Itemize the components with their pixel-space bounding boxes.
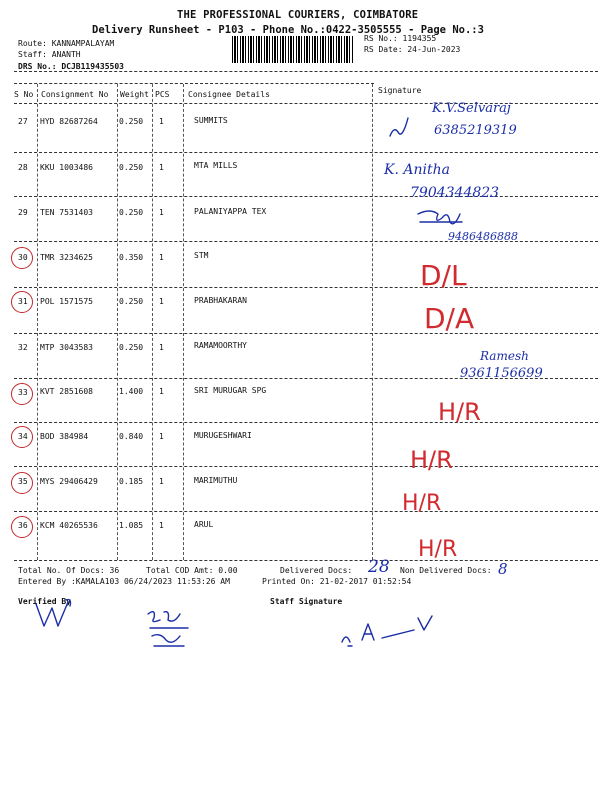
row-consignment: BOD 384984 <box>40 432 89 441</box>
total-cod: Total COD Amt: 0.00 <box>146 566 238 575</box>
row-consignment: KVT 2851608 <box>40 387 93 396</box>
handwritten-remark: D/A <box>424 302 475 335</box>
handwritten-name: K.V.Selvaraj <box>432 101 511 116</box>
handwritten-remark: H/R <box>438 398 481 426</box>
remark-handwriting <box>410 440 490 476</box>
signature-scribble <box>342 616 432 646</box>
row-sno: 27 <box>18 117 28 126</box>
handwritten-remark: D/L <box>420 259 467 292</box>
row-divider <box>14 466 598 467</box>
handwritten-phone: 7904344823 <box>410 185 500 201</box>
company-title: THE PROFESSIONAL COURIERS, COIMBATORE <box>177 9 419 21</box>
delivered-count: 28 <box>368 557 390 577</box>
barcode <box>232 36 354 63</box>
row-consignee: MTA MILLS <box>194 161 238 170</box>
verifier-signature-scribble <box>30 596 90 636</box>
row-sno: 32 <box>18 343 28 352</box>
staff-signature-label: Staff Signature <box>270 597 343 606</box>
route-label: Route: KANNAMPALAYAM <box>18 39 115 48</box>
handwritten-phone: 9361156699 <box>460 366 543 381</box>
row-pcs: 1 <box>159 521 164 530</box>
handwritten-phone: 6385219319 <box>434 123 517 138</box>
row-weight: 1.400 <box>119 387 144 396</box>
non-delivered-docs-label: Non Delivered Docs: <box>400 566 492 575</box>
delivered-docs-label: Delivered Docs: <box>280 566 353 575</box>
col-separator <box>372 84 373 560</box>
verified-by-label: Verified By <box>18 597 71 606</box>
row-weight: 0.250 <box>119 163 144 172</box>
signature-scribble <box>148 612 188 646</box>
runsheet-subtitle: Delivery Runsheet - P103 - Phone No.:0422-3505555 - Page No.:3 <box>92 24 484 36</box>
row-weight: 0.250 <box>119 343 144 352</box>
row-weight: 0.840 <box>119 432 144 441</box>
row-weight: 0.350 <box>119 253 144 262</box>
row-consignment: POL 1571575 <box>40 297 93 306</box>
row-sno: 34 <box>18 432 28 441</box>
row-consignee: SRI MURUGAR SPG <box>194 386 267 395</box>
row-sno: 30 <box>18 253 28 262</box>
row-sno: 29 <box>18 208 28 217</box>
row-sno: 28 <box>18 163 28 172</box>
header-divider <box>14 71 598 72</box>
signature-handwriting <box>410 200 570 244</box>
row-divider <box>14 287 598 288</box>
col-weight: Weight <box>120 90 149 99</box>
row-consignee: PALANIYAPPA TEX <box>194 207 267 216</box>
signature-handwriting <box>380 96 530 146</box>
signature-handwriting <box>450 345 570 385</box>
total-docs: Total No. Of Docs: 36 <box>18 566 120 575</box>
non-delivered-count-handwriting <box>496 558 516 580</box>
col-pcs: PCS <box>155 90 170 99</box>
row-consignee: ARUL <box>194 520 214 529</box>
non-delivered-count: 8 <box>498 560 508 578</box>
delivered-count-handwriting <box>366 554 396 578</box>
rs-number: RS No.: 1194355 <box>364 34 437 43</box>
remark-handwriting <box>402 484 482 520</box>
row-consignment: KKU 1003486 <box>40 163 93 172</box>
row-consignment: TEN 7531403 <box>40 208 93 217</box>
row-consignee: MARIMUTHU <box>194 476 238 485</box>
row-pcs: 1 <box>159 208 164 217</box>
entered-by: Entered By :KAMALA103 06/24/2023 11:53:26 AM <box>18 577 230 586</box>
col-separator <box>183 84 184 560</box>
signature-handwriting <box>380 152 530 202</box>
row-pcs: 1 <box>159 297 164 306</box>
row-consignee: STM <box>194 251 209 260</box>
row-sno: 31 <box>18 297 28 306</box>
row-pcs: 1 <box>159 163 164 172</box>
col-consignment: Consignment No <box>41 90 109 99</box>
row-consignment: HYD 82687264 <box>40 117 98 126</box>
row-divider <box>14 511 598 512</box>
signature-scribble <box>390 118 408 136</box>
col-sno: S No <box>14 90 34 99</box>
rs-date: RS Date: 24-Jun-2023 <box>364 45 461 54</box>
row-consignment: KCM 40265536 <box>40 521 98 530</box>
col-separator <box>37 84 38 560</box>
row-consignment: TMR 3234625 <box>40 253 93 262</box>
remark-handwriting <box>438 392 518 428</box>
remark-handwriting <box>418 530 498 564</box>
col-separator <box>117 84 118 560</box>
remark-handwriting <box>420 255 510 295</box>
row-weight: 0.185 <box>119 477 144 486</box>
row-consignee: PRABHAKARAN <box>194 296 247 305</box>
row-consignee: RAMAMOORTHY <box>194 341 247 350</box>
staff-signature-scribble <box>338 612 448 652</box>
drs-number: DRS No.: DCJB119435503 <box>18 62 124 71</box>
remark-handwriting <box>424 298 514 338</box>
row-weight: 1.085 <box>119 521 144 530</box>
col-consignee: Consignee Details <box>188 90 270 99</box>
row-pcs: 1 <box>159 343 164 352</box>
row-pcs: 1 <box>159 253 164 262</box>
row-weight: 0.250 <box>119 208 144 217</box>
handwritten-phone: 9486486888 <box>448 230 518 243</box>
handwritten-remark: H/R <box>402 491 442 516</box>
staff-label: Staff: ANANTH <box>18 50 81 59</box>
row-consignee: MURUGESHWARI <box>194 431 252 440</box>
printed-on: Printed On: 21-02-2017 01:52:54 <box>262 577 412 586</box>
row-sno: 33 <box>18 388 28 397</box>
signature-scribble <box>418 211 462 224</box>
row-sno: 35 <box>18 477 28 486</box>
row-consignee: SUMMITS <box>194 116 228 125</box>
row-sno: 36 <box>18 521 28 530</box>
handwritten-name: Ramesh <box>480 349 529 363</box>
row-pcs: 1 <box>159 477 164 486</box>
row-pcs: 1 <box>159 117 164 126</box>
row-weight: 0.250 <box>119 297 144 306</box>
handwritten-name: K. Anitha <box>384 162 450 178</box>
header-divider-2 <box>14 83 374 84</box>
handwritten-remark: H/R <box>410 446 453 474</box>
row-pcs: 1 <box>159 432 164 441</box>
row-pcs: 1 <box>159 387 164 396</box>
col-signature: Signature <box>378 86 422 95</box>
row-consignment: MTP 3043583 <box>40 343 93 352</box>
row-weight: 0.250 <box>119 117 144 126</box>
verifier-signature-scribble <box>140 606 200 656</box>
signature-scribble <box>36 600 71 626</box>
col-separator <box>152 84 153 560</box>
handwritten-remark: H/R <box>418 537 458 562</box>
row-consignment: MYS 29406429 <box>40 477 98 486</box>
